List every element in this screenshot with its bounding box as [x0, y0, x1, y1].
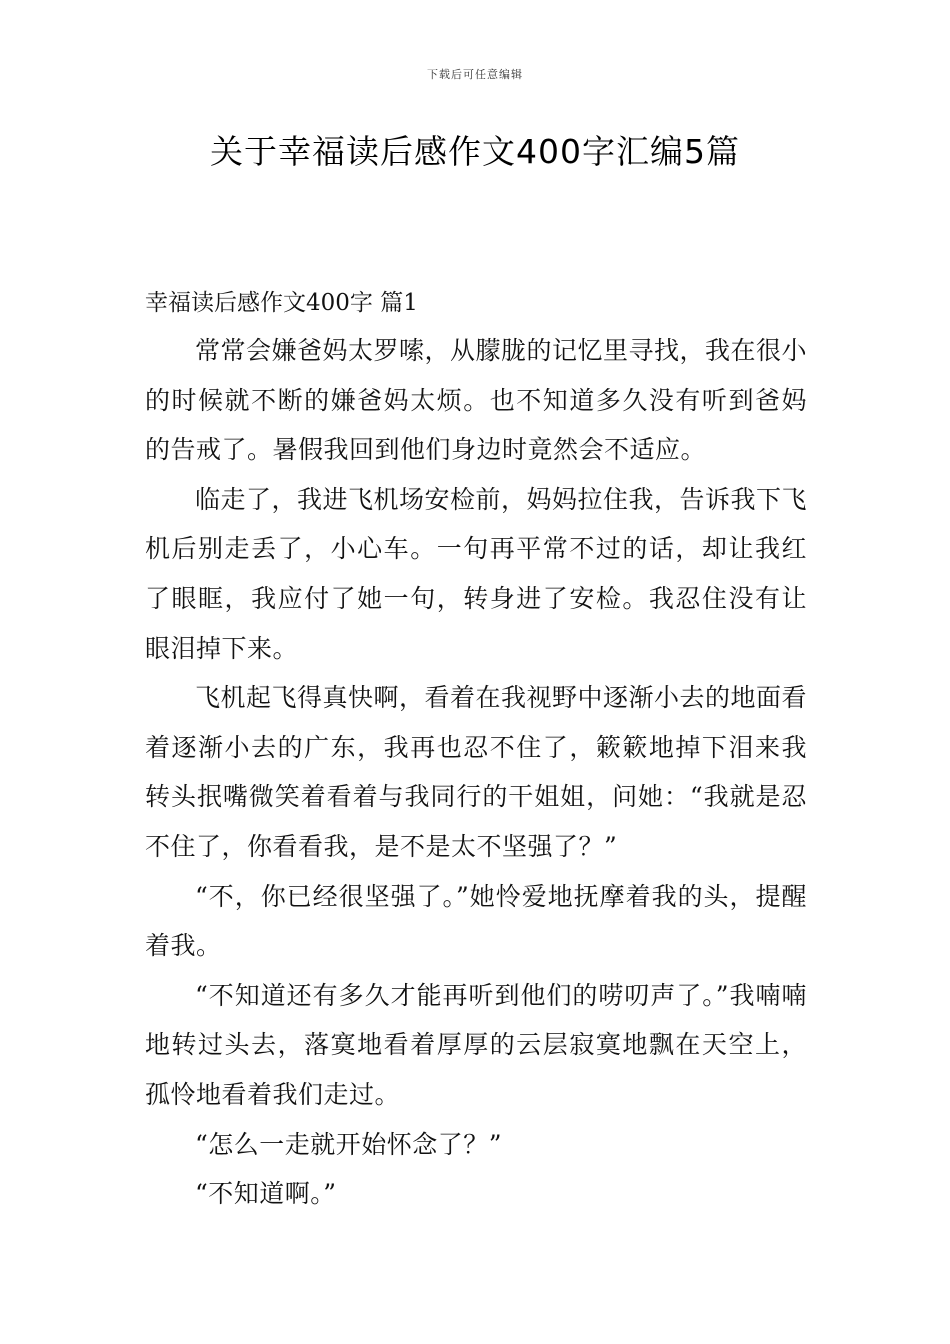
paragraph: “不知道啊。” [195, 1179, 337, 1209]
document-title: 关于幸福读后感作文400字汇编5篇 [210, 132, 740, 171]
paragraph: 飞机起飞得真快啊，看着在我视野中逐渐小去的地面看着逐渐小去的广东，我再也忍不住了，簌簌地掉下泪来我转头抿嘴微笑着看着与我同行的干姐姐，问她：“我就是忍不住了，你看看我，是不是太不坚强了？” [145, 683, 808, 861]
header-note: 下载后可任意编辑 [427, 68, 523, 81]
paragraph: “不知道还有多久才能再听到他们的唠叨声了。”我喃喃地转过头去，落寞地看着厚厚的云层寂寞地飘在天空上，孤怜地看着我们走过。 [145, 980, 807, 1109]
section-heading: 幸福读后感作文400字 篇1 [145, 290, 418, 316]
document-body [145, 326, 807, 1219]
paragraph: 临走了，我进飞机场安检前，妈妈拉住我，告诉我下飞机后别走丢了，小心车。一句再平常不过的话，却让我红了眼眶，我应付了她一句，转身进了安检。我忍住没有让眼泪掉下来。 [145, 484, 808, 663]
paragraph: 常常会嫌爸妈太罗嗦，从朦胧的记忆里寻找，我在很小的时候就不断的嫌爸妈太烦。也不知道多久没有听到爸妈的告戒了。暑假我回到他们身边时竟然会不适应。 [145, 336, 808, 465]
paragraph: “怎么一走就开始怀念了？” [195, 1129, 503, 1159]
paragraph: “不，你已经很坚强了。”她怜爱地抚摩着我的头，提醒着我。 [145, 881, 807, 961]
